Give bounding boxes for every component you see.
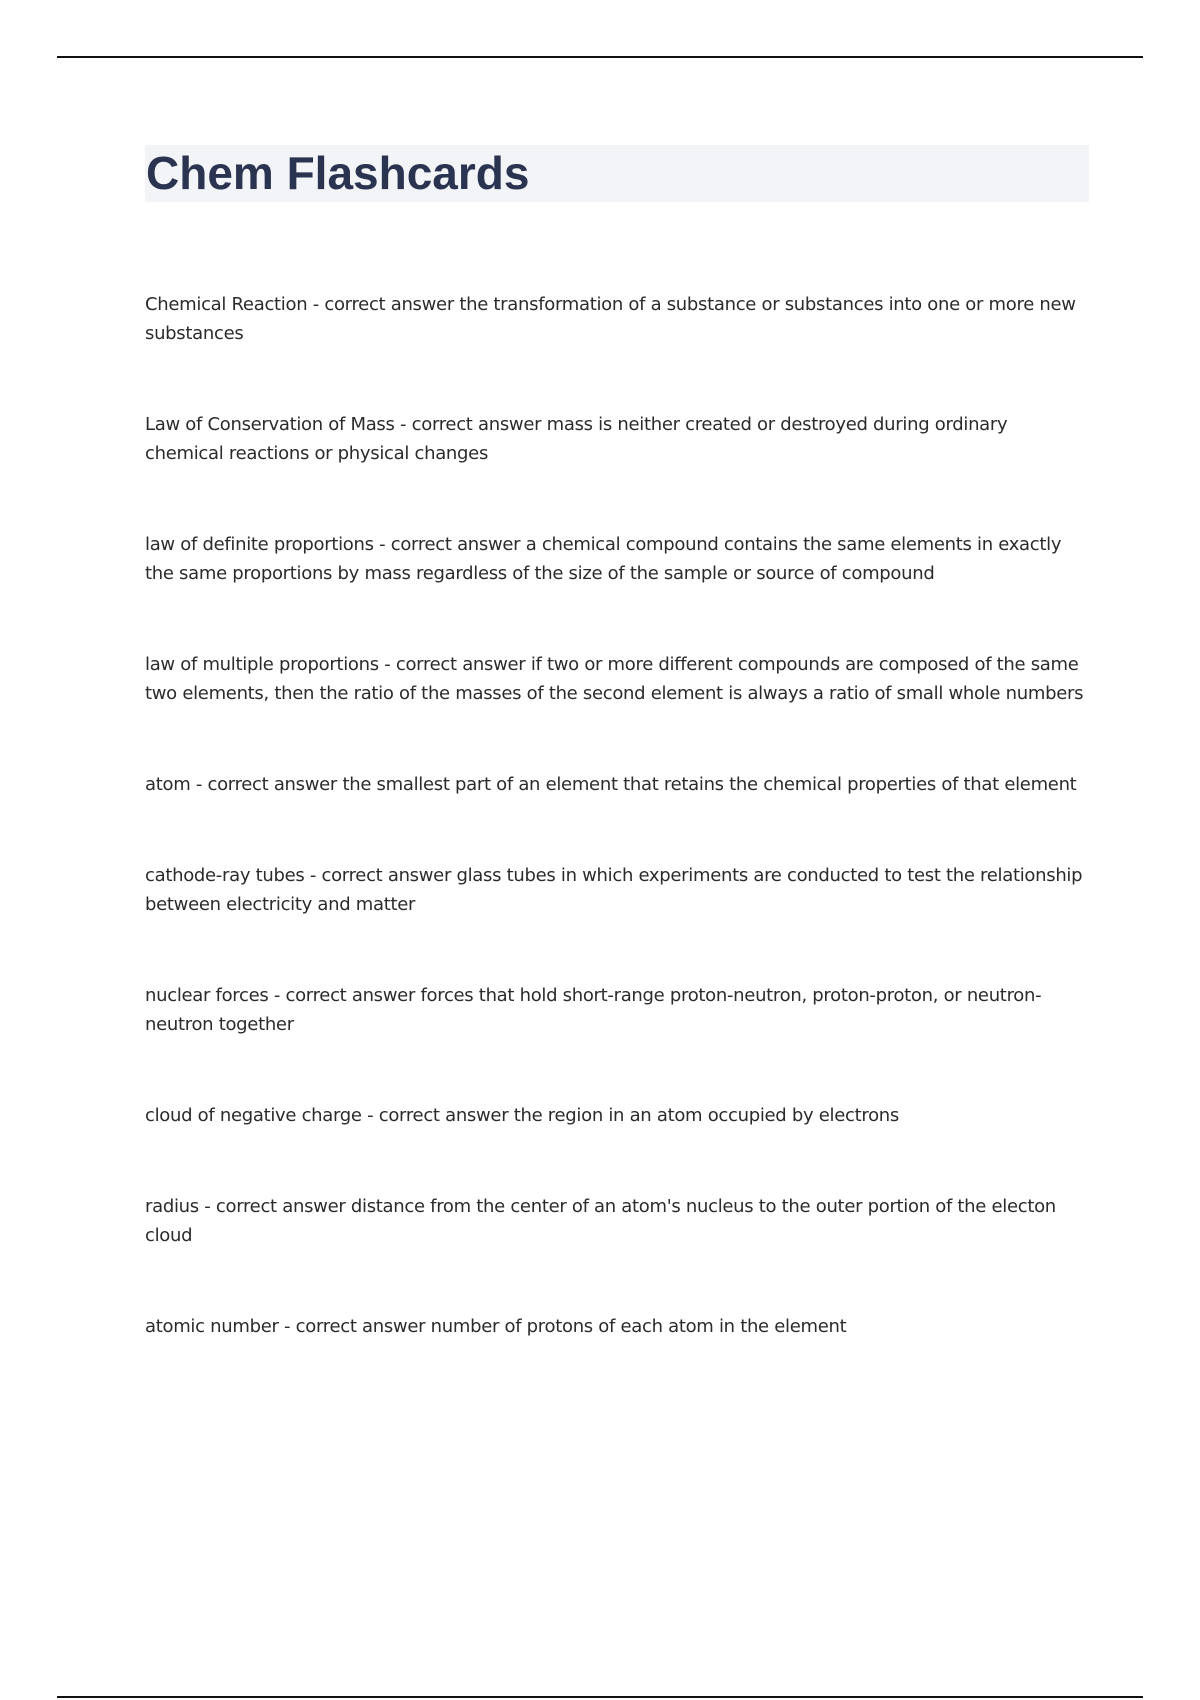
flashcard-answer: the smallest part of an element that retains the chemical properties of that element: [342, 774, 1077, 795]
flashcard-answer: a chemical compound contains the same elements in exactly the same proportions by mass regardless of the size of the sample or source of compound: [145, 534, 1062, 584]
flashcard-answer: number of protons of each atom in the element: [430, 1316, 847, 1337]
flashcard-answer: the region in an atom occupied by electrons: [513, 1105, 899, 1126]
flashcard: [145, 1192, 1090, 1250]
flashcard-answer: forces that hold short-range proton-neutron, proton-proton, or neutron-neutron together: [145, 985, 1042, 1035]
flashcard: [145, 770, 1090, 799]
flashcard-separator: - correct answer: [307, 294, 460, 315]
flashcard: [145, 290, 1090, 348]
flashcard-separator: - correct answer: [304, 865, 457, 886]
flashcard-separator: - correct answer: [268, 985, 421, 1006]
flashcard-separator: - correct answer: [278, 1316, 431, 1337]
page-title: Chem Flashcards: [146, 147, 530, 199]
top-rule: [57, 56, 1143, 58]
flashcard: [145, 1101, 1090, 1130]
flashcard-list: [145, 290, 1090, 1403]
bottom-rule: [57, 1696, 1143, 1698]
flashcard-term: nuclear forces: [145, 985, 269, 1006]
flashcard-term: atom: [145, 774, 191, 795]
flashcard-answer: distance from the center of an atom's nucleus to the outer portion of the electon cloud: [145, 1196, 1056, 1246]
flashcard: [145, 650, 1090, 708]
flashcard-answer: the transformation of a substance or substances into one or more new substances: [145, 294, 1076, 344]
flashcard: [145, 530, 1090, 588]
flashcard-separator: - correct answer: [198, 1196, 351, 1217]
flashcard-term: law of multiple proportions: [145, 654, 379, 675]
flashcard-term: cathode-ray tubes: [145, 865, 305, 886]
flashcard-term: law of definite proportions: [145, 534, 374, 555]
flashcard: [145, 1312, 1090, 1341]
flashcard-separator: - correct answer: [361, 1105, 514, 1126]
flashcard-separator: - correct answer: [190, 774, 343, 795]
flashcard-answer: if two or more different compounds are composed of the same two elements, then the ratio of the masses of the second element is always a ratio of small whole numbers: [145, 654, 1084, 704]
flashcard-term: cloud of negative charge: [145, 1105, 362, 1126]
flashcard-answer: glass tubes in which experiments are conducted to test the relationship between electricity and matter: [145, 865, 1083, 915]
flashcard-term: radius: [145, 1196, 199, 1217]
flashcard-term: Law of Conservation of Mass: [145, 414, 395, 435]
flashcard: [145, 410, 1090, 468]
flashcard-separator: - correct answer: [378, 654, 531, 675]
flashcard: [145, 981, 1090, 1039]
flashcard-answer: mass is neither created or destroyed during ordinary chemical reactions or physical changes: [145, 414, 1008, 464]
flashcard-separator: - correct answer: [373, 534, 526, 555]
flashcard-term: Chemical Reaction: [145, 294, 308, 315]
flashcard-separator: - correct answer: [394, 414, 547, 435]
flashcard-term: atomic number: [145, 1316, 279, 1337]
flashcard: [145, 861, 1090, 919]
